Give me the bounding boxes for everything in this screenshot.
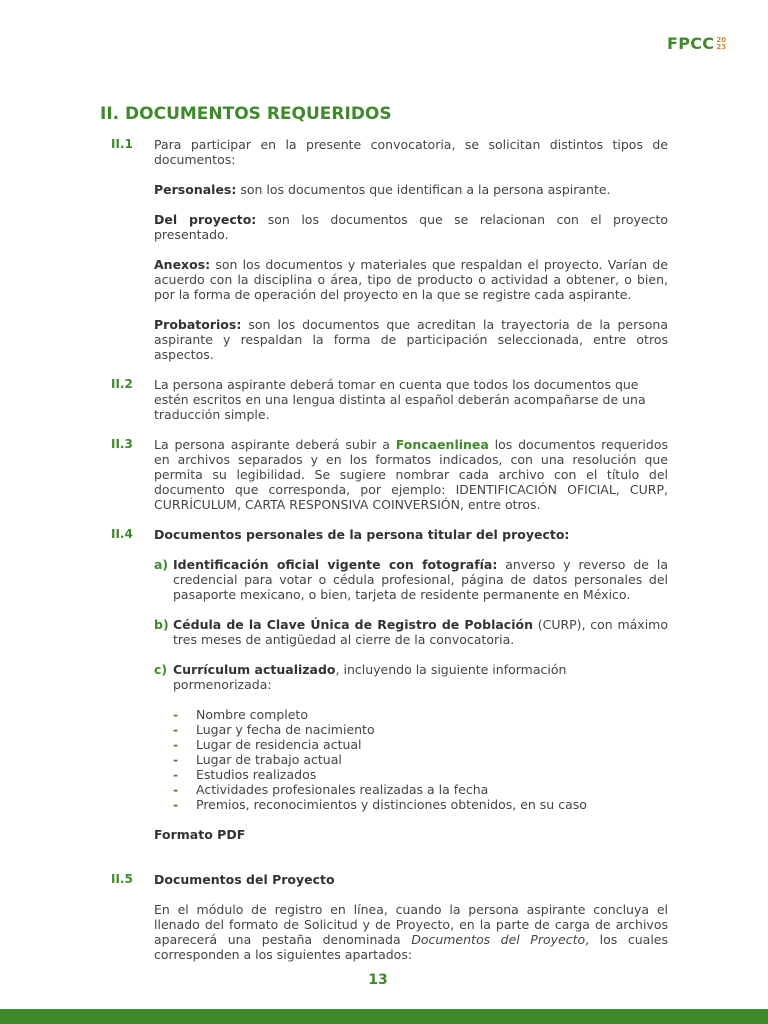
section-ii-1 (104, 137, 668, 362)
dash-marker: - (173, 782, 179, 797)
logo-text: FPCC (667, 34, 715, 53)
cv-list-item (173, 737, 668, 752)
section-number: II.3 (111, 437, 133, 451)
dash-marker: - (173, 797, 179, 812)
intro-paragraph: Para participar en la presente convocatoria, se solicitan distintos tipos de documentos: (154, 137, 668, 167)
text-before-italic: En el módulo de registro en línea, cuando la persona aspirante concluya el llenado del formato de Solicitud y de Proyecto, en la parte de carga de archivos aparecerá una pestaña denominada (154, 902, 668, 947)
dash-marker: - (173, 737, 179, 752)
section-body (154, 437, 668, 512)
cv-list-item (173, 767, 668, 782)
cv-item-text: Lugar de residencia actual (196, 737, 362, 752)
page-number: 13 (368, 972, 388, 988)
section-body (154, 137, 668, 362)
section-ii-5 (104, 872, 668, 962)
item-letter: c) (154, 662, 168, 677)
section-number: II.2 (111, 377, 133, 391)
item-description: (CURP), con máximo tres meses de antigüedad al cierre de la convocatoria. (173, 617, 668, 647)
cv-list-item (173, 782, 668, 797)
item-label: Cédula de la Clave Única de Registro de Población (173, 617, 533, 632)
section-body (154, 377, 668, 422)
cv-list-item (173, 722, 668, 737)
proyecto-paragraph (154, 212, 668, 242)
paragraph: La persona aspirante deberá tomar en cuenta que todos los documentos que estén escritos en una lengua distinta al español deberán acompañarse de una traducción simple. (154, 377, 646, 422)
dash-marker: - (173, 767, 179, 782)
personales-text: son los documentos que identifican a la persona aspirante. (236, 182, 611, 197)
section-number: II.4 (111, 527, 133, 541)
list-item (154, 557, 668, 602)
item-description: anverso y reverso de la credencial para votar o cédula profesional, página de datos personales del pasaporte mexicano, o bien, tarjeta de residente permanente en México. (173, 557, 668, 602)
paragraph (154, 902, 668, 962)
paragraph (154, 437, 668, 512)
personales-label: Personales: (154, 182, 237, 197)
cv-item-text: Estudios realizados (196, 767, 317, 782)
anexos-paragraph (154, 257, 668, 302)
cv-item-text: Lugar de trabajo actual (196, 752, 342, 767)
logo-year (716, 37, 726, 51)
personales-paragraph (154, 182, 668, 197)
cv-item-text: Premios, reconocimientos y distinciones obtenidos, en su caso (196, 797, 587, 812)
cv-list-item (173, 797, 668, 812)
text-after-italic: , los cuales corresponden a los siguientes apartados: (154, 932, 668, 962)
footer-bar (0, 1009, 768, 1024)
cv-item-text: Actividades profesionales realizadas a la fecha (196, 782, 489, 797)
dash-marker: - (173, 752, 179, 767)
anexos-label: Anexos: (154, 257, 211, 272)
item-label: Identificación oficial vigente con fotografía: (173, 557, 498, 572)
cv-item-text: Lugar y fecha de nacimiento (196, 722, 375, 737)
section-ii-3 (104, 437, 668, 512)
italic-term: Documentos del Proyecto (411, 932, 586, 947)
cv-list-item (173, 752, 668, 767)
item-text (173, 557, 668, 602)
dash-marker: - (173, 722, 179, 737)
cv-list (173, 707, 668, 812)
section-heading: Documentos del Proyecto (154, 872, 335, 887)
text-before-link: La persona aspirante deberá subir a (154, 437, 396, 452)
probatorios-text: son los documentos que acreditan la trayectoria de la persona aspirante y respaldan la forma de participación seleccionada, entre otros aspectos. (154, 317, 668, 362)
section-ii-2 (104, 377, 668, 422)
item-description: , incluyendo la siguiente información pormenorizada: (173, 662, 567, 692)
text-after-link: los documentos requeridos en archivos separados y en los formatos indicados, con una resolución que permita su legibilidad. Se sugiere nombrar cada archivo con el título del documento que corresponda, por ejemplo: IDENTIFICACIÓN OFICIAL, CURP, CURRÍCULUM, CARTA RESPONSIVA COINVERSIÓN, entre otros. (154, 437, 668, 512)
fpcc-logo (667, 34, 726, 53)
item-letter: a) (154, 557, 169, 572)
section-heading: Documentos personales de la persona titular del proyecto: (154, 527, 570, 542)
probatorios-paragraph (154, 317, 668, 362)
list-item (154, 617, 668, 647)
proyecto-label: Del proyecto: (154, 212, 257, 227)
item-text (173, 662, 668, 692)
section-number: II.1 (111, 137, 133, 151)
cv-list-item (173, 707, 668, 722)
probatorios-label: Probatorios: (154, 317, 242, 332)
item-letter: b) (154, 617, 169, 632)
anexos-text: son los documentos y materiales que respaldan el proyecto. Varían de acuerdo con la disciplina o área, tipo de producto o actividad a obtener, o bien, por la forma de operación del proyecto en la que se registre cada aspirante. (154, 257, 668, 302)
section-ii-4 (104, 527, 668, 857)
section-body (154, 872, 668, 962)
dash-marker: - (173, 707, 179, 722)
foncaenlinea-link[interactable]: Foncaenlinea (395, 437, 489, 452)
document-body (104, 137, 668, 977)
item-text (173, 617, 668, 647)
proyecto-text: son los documentos que se relacionan con el proyecto presentado. (154, 212, 668, 242)
cv-item-text: Nombre completo (196, 707, 308, 722)
item-label: Currículum actualizado (173, 662, 336, 677)
logo-year-top: 20 (716, 35, 727, 44)
list-item (154, 662, 668, 692)
logo-year-bottom: 23 (716, 42, 727, 51)
section-number: II.5 (111, 872, 133, 886)
format-note: Formato PDF (154, 827, 246, 842)
page-title: II. DOCUMENTOS REQUERIDOS (100, 104, 392, 124)
section-body (154, 527, 668, 857)
